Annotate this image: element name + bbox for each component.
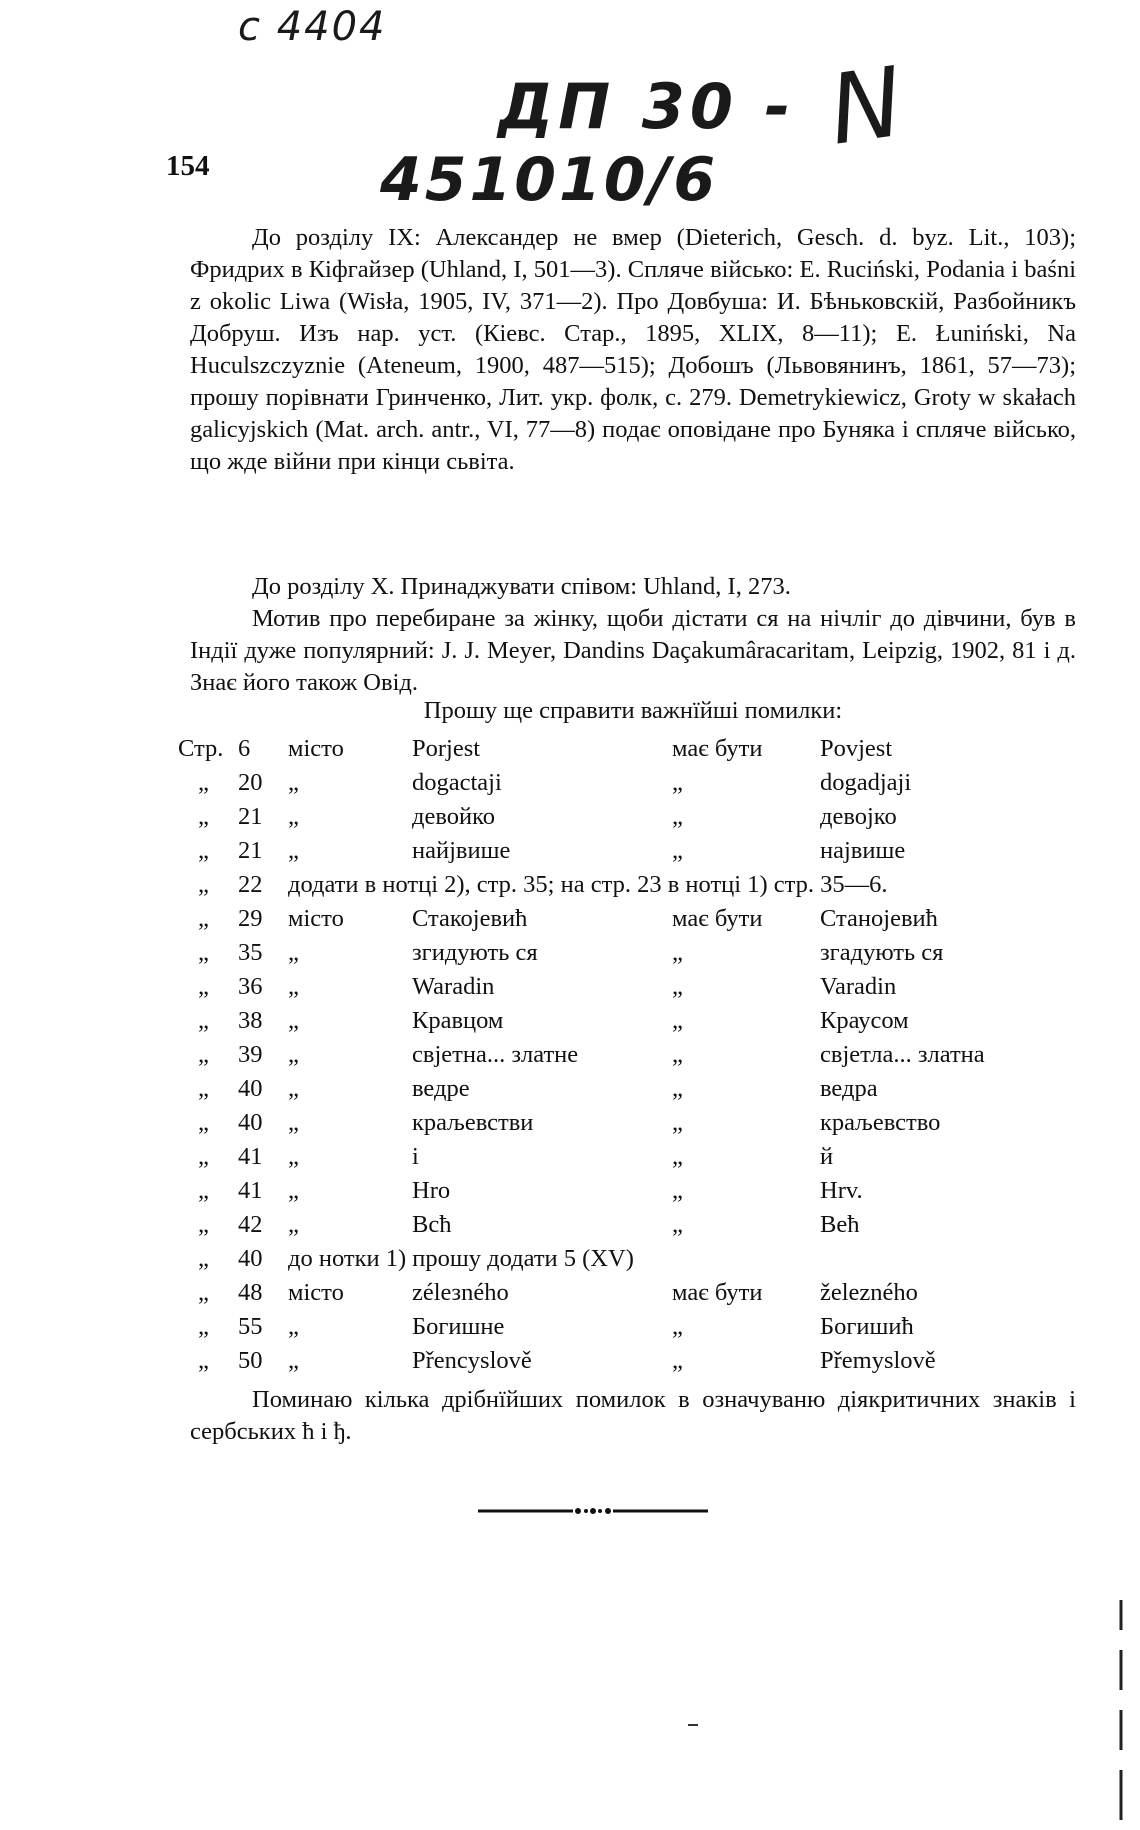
handwritten-shelf-mark: ДП 30 -	[498, 70, 796, 143]
errata-instead-label: „	[288, 1211, 299, 1238]
errata-instead-label: місто	[288, 735, 344, 762]
errata-page-number: 40	[238, 1109, 263, 1136]
errata-page-number: 40	[238, 1075, 263, 1102]
errata-row	[0, 868, 1140, 902]
errata-instead-label: „	[288, 939, 299, 966]
errata-page-number: 21	[238, 837, 263, 864]
errata-correct-form: železného	[820, 1279, 918, 1306]
errata-correct-form: ведра	[820, 1075, 878, 1102]
errata-instead-label: „	[288, 1041, 299, 1068]
errata-should-be-label: „	[672, 1109, 683, 1136]
errata-correct-form: Богишић	[820, 1313, 914, 1340]
section-ix-text: До розділу IX: Александер не вмер (Dieterich, Gesch. d. byz. Lit., 103); Фридрих в Кіфгайзер (Uhland, I, 501—3). Спляче військо: E. Ruciński, Podania i baśni z okolic Liwa (Wisła, 1905, IV, 371—2). Про Довбуша: И. Бѣньковскій, Разбойникъ Добруш. Изъ нар. уст. (Кіевс. Стар., 1895, XLIX, 8—11); E. Łuniński, Na Huculszczyznie (Ateneum, 1900, 487—515); Добошъ (Львовянинъ, 1861, 57—73); прошу порівнати Гринченко, Лит. укр. фолк, с. 279. Demetrykiewicz, Groty w skałach galicyjskich (Mat. arch. antr., VI, 77—8) подає оповідане про Буняка і спляче військо, що жде війни при кінци сьвіта.	[190, 224, 1076, 475]
footer-paragraph	[190, 1384, 1076, 1448]
errata-row	[0, 800, 1140, 834]
errata-page-number: 21	[238, 803, 263, 830]
errata-ditto-mark: „	[198, 1313, 209, 1340]
errata-correct-form: највише	[820, 837, 906, 864]
errata-correct-form: Povjest	[820, 735, 893, 762]
errata-correct-form: згадують ся	[820, 939, 944, 966]
errata-correct-form: Станојевић	[820, 905, 938, 932]
errata-instead-label: „	[288, 837, 299, 864]
errata-page-number: 41	[238, 1143, 263, 1170]
motif-paragraph: Мотив про перебиране за жінку, щоби дістати ся на нічліг до дівчини, був в Індії дуже популярний: J. J. Meyer, Dandins Daçakumâracaritam, Leipzig, 1902, 81 і д. Знає його також Овід.	[190, 605, 1076, 696]
errata-ditto-mark: „	[198, 905, 209, 932]
errata-instead-label: „	[288, 769, 299, 796]
errata-should-be-label: „	[672, 1143, 683, 1170]
errata-instead-label: „	[288, 1313, 299, 1340]
errata-page-number: 48	[238, 1279, 263, 1306]
errata-ditto-mark: „	[198, 1041, 209, 1068]
errata-instead-label: „	[288, 1007, 299, 1034]
errata-wrong-form: Вcћ	[412, 1211, 452, 1238]
errata-wrong-form: zéleзného	[412, 1279, 509, 1306]
section-x-block	[190, 571, 1076, 699]
errata-wrong-form: краљевстви	[412, 1109, 534, 1136]
errata-should-be-label: „	[672, 803, 683, 830]
ornamental-divider	[478, 1504, 708, 1518]
handwritten-signature-mark: N	[822, 45, 912, 167]
errata-ditto-mark: „	[198, 1347, 209, 1374]
errata-row	[0, 732, 1140, 766]
errata-should-be-label: „	[672, 1075, 683, 1102]
errata-ditto-mark: „	[198, 1211, 209, 1238]
errata-wrong-form: найјвише	[412, 837, 511, 864]
errata-instead-label: „	[288, 1143, 299, 1170]
errata-page-number: 50	[238, 1347, 263, 1374]
errata-should-be-label: „	[672, 837, 683, 864]
errata-wrong-form: Кравцом	[412, 1007, 504, 1034]
errata-page-number: 29	[238, 905, 263, 932]
errata-should-be-label: „	[672, 939, 683, 966]
errata-correct-form: Přemyslově	[820, 1347, 936, 1374]
errata-page-number: 35	[238, 939, 263, 966]
errata-correct-form: краљевство	[820, 1109, 941, 1136]
errata-page-prefix: Стр.	[178, 735, 224, 762]
errata-row	[0, 902, 1140, 936]
errata-note: додати в нотці 2), стр. 35; на стр. 23 в нотці 1) стр. 35—6.	[288, 871, 888, 898]
errata-instead-label: „	[288, 803, 299, 830]
errata-row	[0, 1004, 1140, 1038]
errata-wrong-form: Hro	[412, 1177, 451, 1204]
errata-instead-label: місто	[288, 1279, 344, 1306]
errata-wrong-form: девойко	[412, 803, 496, 830]
errata-correct-form: девојко	[820, 803, 897, 830]
errata-page-number: 6	[238, 735, 251, 762]
errata-wrong-form: Богишне	[412, 1313, 505, 1340]
errata-row	[0, 1344, 1140, 1378]
errata-wrong-form: згидують ся	[412, 939, 538, 966]
errata-row	[0, 1242, 1140, 1276]
errata-note: до нотки 1) прошу додати 5 (XV)	[288, 1245, 634, 1272]
errata-wrong-form: Waradin	[412, 973, 495, 1000]
errata-ditto-mark: „	[198, 939, 209, 966]
errata-correct-form: Hrv.	[820, 1177, 863, 1204]
errata-row	[0, 1310, 1140, 1344]
errata-ditto-mark: „	[198, 1279, 209, 1306]
errata-should-be-label: „	[672, 1177, 683, 1204]
errata-page-number: 42	[238, 1211, 263, 1238]
errata-ditto-mark: „	[198, 1177, 209, 1204]
errata-row	[0, 1174, 1140, 1208]
errata-ditto-mark: „	[198, 973, 209, 1000]
errata-ditto-mark: „	[198, 1245, 209, 1272]
errata-correct-form: dogadjaji	[820, 769, 912, 796]
errata-row	[0, 1208, 1140, 1242]
errata-row	[0, 970, 1140, 1004]
errata-page-number: 55	[238, 1313, 263, 1340]
errata-ditto-mark: „	[198, 1075, 209, 1102]
errata-should-be-label: „	[672, 1347, 683, 1374]
errata-ditto-mark: „	[198, 837, 209, 864]
errata-correct-form: й	[820, 1143, 834, 1170]
errata-wrong-form: ведре	[412, 1075, 470, 1102]
errata-row	[0, 936, 1140, 970]
errata-row	[0, 834, 1140, 868]
errata-wrong-form: Přencyslově	[412, 1347, 532, 1374]
stray-mark	[688, 1724, 698, 1726]
errata-should-be-label: „	[672, 1313, 683, 1340]
errata-should-be-label: має бути	[672, 905, 763, 932]
page-number: 154	[166, 150, 210, 182]
errata-should-be-label: має бути	[672, 1279, 763, 1306]
errata-correct-form: Varadin	[820, 973, 897, 1000]
errata-page-number: 38	[238, 1007, 263, 1034]
section-x-text: До розділу X. Принаджувати співом: Uhland, I, 273.	[252, 573, 791, 600]
errata-heading: Прошу ще справити важнїйші помилки:	[423, 697, 843, 724]
errata-ditto-mark: „	[198, 1007, 209, 1034]
section-ix-paragraph	[190, 222, 1076, 478]
errata-should-be-label: „	[672, 1211, 683, 1238]
errata-wrong-form: свјетна... златне	[412, 1041, 579, 1068]
errata-row	[0, 1038, 1140, 1072]
footer-text: Поминаю кілька дрібнїйших помилок в означуваню діякритичних знаків і сербських ћ і ђ.	[190, 1386, 1076, 1445]
errata-wrong-form: dogactaji	[412, 769, 502, 796]
errata-page-number: 36	[238, 973, 263, 1000]
errata-should-be-label: „	[672, 1007, 683, 1034]
errata-page-number: 39	[238, 1041, 263, 1068]
errata-ditto-mark: „	[198, 871, 209, 898]
errata-correct-form: Краусом	[820, 1007, 909, 1034]
errata-ditto-mark: „	[198, 1109, 209, 1136]
errata-row	[0, 1276, 1140, 1310]
errata-should-be-label: має бути	[672, 735, 763, 762]
handwritten-call-number: 451010/6	[380, 145, 719, 215]
errata-ditto-mark: „	[198, 1143, 209, 1170]
errata-wrong-form: Стакојевић	[412, 905, 528, 932]
errata-should-be-label: „	[672, 973, 683, 1000]
errata-correct-form: свјетла... златна	[820, 1041, 985, 1068]
errata-wrong-form: і	[412, 1143, 419, 1170]
errata-instead-label: „	[288, 973, 299, 1000]
errata-instead-label: „	[288, 1177, 299, 1204]
errata-correct-form: Већ	[820, 1211, 860, 1238]
handwritten-inventory-mark: с 4404	[238, 4, 387, 50]
errata-page-number: 40	[238, 1245, 263, 1272]
errata-row	[0, 1140, 1140, 1174]
errata-should-be-label: „	[672, 1041, 683, 1068]
errata-instead-label: місто	[288, 905, 344, 932]
errata-wrong-form: Porjest	[412, 735, 481, 762]
errata-instead-label: „	[288, 1109, 299, 1136]
errata-should-be-label: „	[672, 769, 683, 796]
errata-instead-label: „	[288, 1347, 299, 1374]
errata-ditto-mark: „	[198, 803, 209, 830]
errata-row	[0, 1106, 1140, 1140]
errata-row	[0, 1072, 1140, 1106]
errata-page-number: 41	[238, 1177, 263, 1204]
scan-edge-marks	[1112, 1600, 1130, 1820]
errata-page-number: 20	[238, 769, 263, 796]
errata-page-number: 22	[238, 871, 263, 898]
errata-instead-label: „	[288, 1075, 299, 1102]
errata-row	[0, 766, 1140, 800]
errata-ditto-mark: „	[198, 769, 209, 796]
